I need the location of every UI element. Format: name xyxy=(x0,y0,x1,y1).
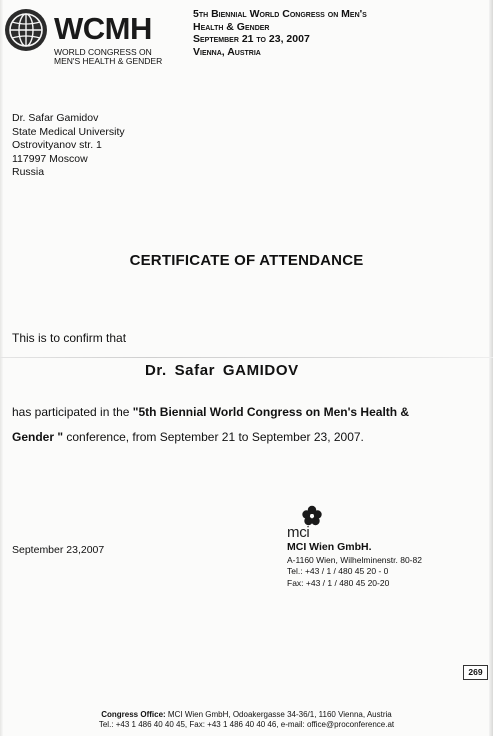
page-number: 269 xyxy=(463,665,488,680)
certificate-title: CERTIFICATE OF ATTENDANCE xyxy=(129,252,364,269)
organizer-contact xyxy=(287,555,422,589)
event-heading xyxy=(193,8,367,58)
conference-name-part-1: "5th Biennial World Congress on Men's Health & xyxy=(132,405,410,419)
address-line: Dr. Safar Gamidov xyxy=(12,112,99,124)
logo-acronym: WCMH xyxy=(54,11,152,46)
recipient-name: Dr. Safar GAMIDOV xyxy=(145,362,299,379)
issue-date: September 23,2007 xyxy=(12,544,105,556)
address-line: Russia xyxy=(12,166,45,178)
event-line-3: September 21 to 23, 2007 xyxy=(193,33,310,45)
page-right-edge xyxy=(489,0,493,736)
footer-line-1 xyxy=(0,710,493,720)
body-suffix: conference, from September 21 to September 23, 2007. xyxy=(63,430,364,444)
participation-line-1 xyxy=(12,405,409,419)
address-line: 117997 Moscow xyxy=(12,152,88,165)
address-line: State Medical University xyxy=(12,125,125,138)
page-left-edge xyxy=(0,0,3,736)
organizer-name: MCI Wien GmbH. xyxy=(287,541,372,553)
event-line-4: Vienna, Austria xyxy=(193,45,261,58)
participation-line-2 xyxy=(12,430,364,444)
organizer-fax: Fax: +43 / 1 / 480 45 20-20 xyxy=(287,577,390,588)
organizer-address: A-1160 Wien, Wilhelminenstr. 80-82 xyxy=(287,555,422,565)
footer xyxy=(0,710,493,730)
organizer-tel: Tel.: +43 / 1 / 480 45 20 - 0 xyxy=(287,566,389,577)
event-line-1: 5th Biennial World Congress on Men's xyxy=(193,8,367,20)
body-prefix: has participated in the xyxy=(12,405,133,419)
logo-line-2: MEN'S HEALTH & GENDER xyxy=(54,56,163,66)
footer-line-2: Tel.: +43 1 486 40 40 45, Fax: +43 1 486 40 40 46, e-mail: office@proconference.at xyxy=(98,720,395,729)
recipient-address xyxy=(12,112,125,180)
globe-icon xyxy=(4,8,48,52)
address-line: Ostrovityanov str. 1 xyxy=(12,139,102,151)
footer-address: MCI Wien GmbH, Odoakergasse 34-36/1, 1160 Vienna, Austria xyxy=(165,710,392,719)
logo-line-1: WORLD CONGRESS ON xyxy=(54,47,152,57)
wcmh-logo xyxy=(4,8,174,68)
conference-name-part-2: Gender " xyxy=(12,430,64,444)
divider xyxy=(0,357,493,358)
footer-label: Congress Office: xyxy=(101,710,166,719)
confirm-text: This is to confirm that xyxy=(12,331,127,345)
event-line-2: Health & Gender xyxy=(193,20,270,33)
mci-logo-text: mci xyxy=(287,524,310,541)
